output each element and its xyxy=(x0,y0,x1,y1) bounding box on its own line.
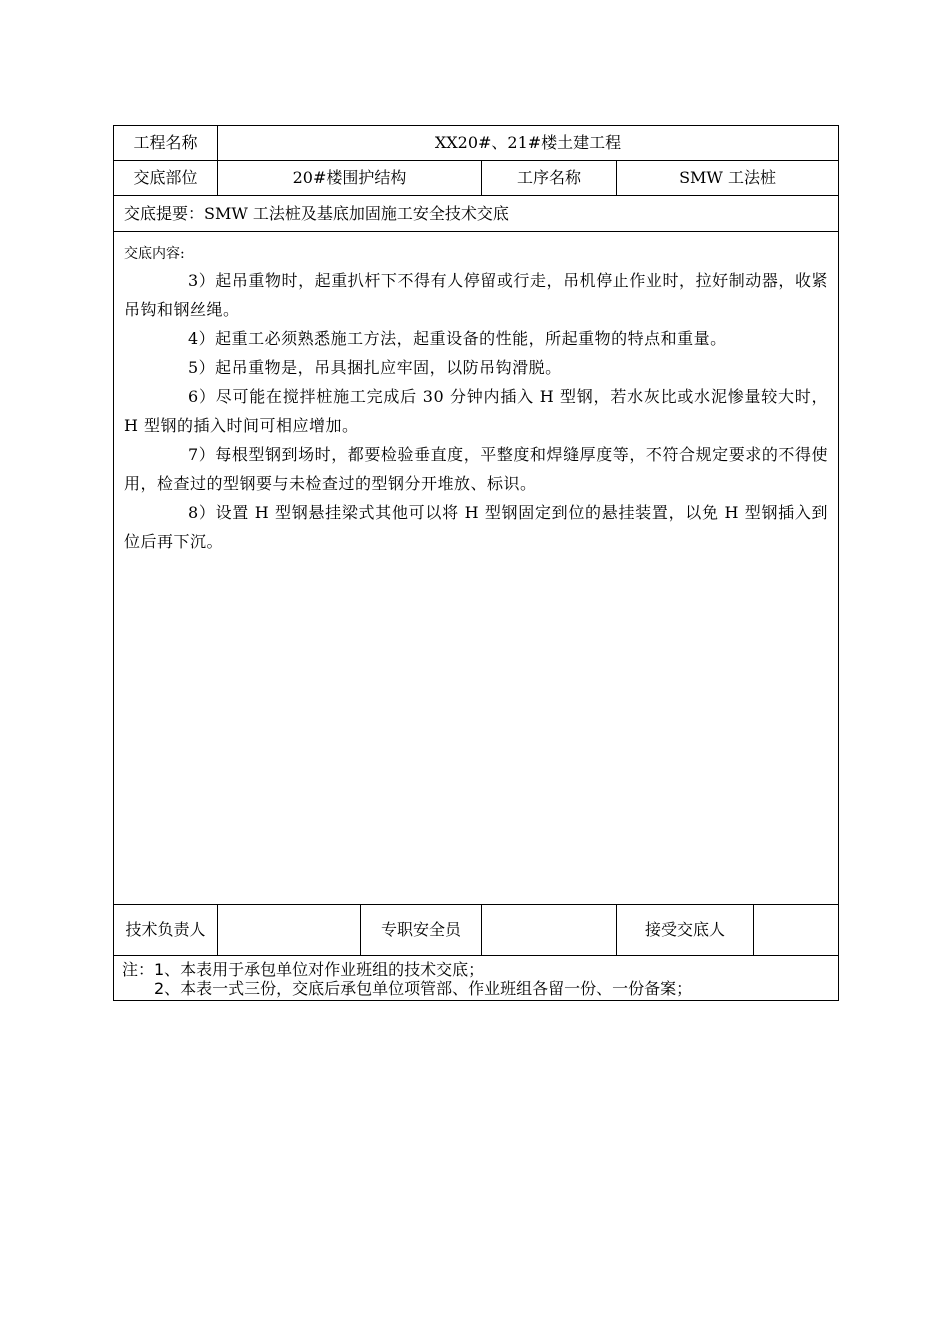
tech-lead-signature xyxy=(218,905,361,956)
content-paragraph: 7）每根型钢到场时，都要检验垂直度，平整度和焊缝厚度等，不符合规定要求的不得使用，检查过的型钢要与未检查过的型钢分开堆放、标识。 xyxy=(124,445,829,493)
tech-lead-label: 技术负责人 xyxy=(114,905,218,956)
safety-officer-label: 专职安全员 xyxy=(361,905,482,956)
project-name-label: 工程名称 xyxy=(114,126,218,161)
process-name-label: 工序名称 xyxy=(482,161,617,196)
project-row xyxy=(114,126,839,161)
summary-row xyxy=(114,196,839,232)
notes xyxy=(114,956,839,1001)
disclosure-summary: 交底提要：SMW 工法桩及基底加固施工安全技术交底 xyxy=(114,196,839,232)
disclosure-content xyxy=(114,232,839,905)
disclosure-part-value: 20#楼围护结构 xyxy=(218,161,482,196)
receiver-signature xyxy=(754,905,839,956)
project-name-value: XX20#、21#楼土建工程 xyxy=(218,126,839,161)
content-paragraph: 8）设置 H 型钢悬挂梁式其他可以将 H 型钢固定到位的悬挂装置，以免 H 型钢插入到位后再下沉。 xyxy=(124,503,829,551)
receiver-label: 接受交底人 xyxy=(617,905,754,956)
content-paragraph: 5）起吊重物是，吊具捆扎应牢固，以防吊钩滑脱。 xyxy=(188,358,562,377)
content-paragraph: 3）起吊重物时，起重扒杆下不得有人停留或行走，吊机停止作业时，拉好制动器，收紧吊钩和钢丝绳。 xyxy=(124,271,829,319)
content-row xyxy=(114,232,839,905)
content-paragraph: 4）起重工必须熟悉施工方法，起重设备的性能，所起重物的特点和重量。 xyxy=(188,329,727,348)
disclosure-part-label: 交底部位 xyxy=(114,161,218,196)
notes-row xyxy=(114,956,839,1001)
content-paragraph: 6）尽可能在搅拌桩施工完成后 30 分钟内插入 H 型钢，若水灰比或水泥惨量较大时，H 型钢的插入时间可相应增加。 xyxy=(124,387,829,435)
note-line-1: 注：1、本表用于承包单位对作业班组的技术交底； xyxy=(122,960,485,979)
part-row xyxy=(114,161,839,196)
disclosure-form-table xyxy=(113,125,839,1001)
process-name-value: SMW 工法桩 xyxy=(617,161,839,196)
signature-row xyxy=(114,905,839,956)
note-line-2: 2、本表一式三份，交底后承包单位项管部、作业班组各留一份、一份备案； xyxy=(154,979,693,999)
safety-officer-signature xyxy=(482,905,617,956)
content-title: 交底内容: xyxy=(124,246,185,262)
